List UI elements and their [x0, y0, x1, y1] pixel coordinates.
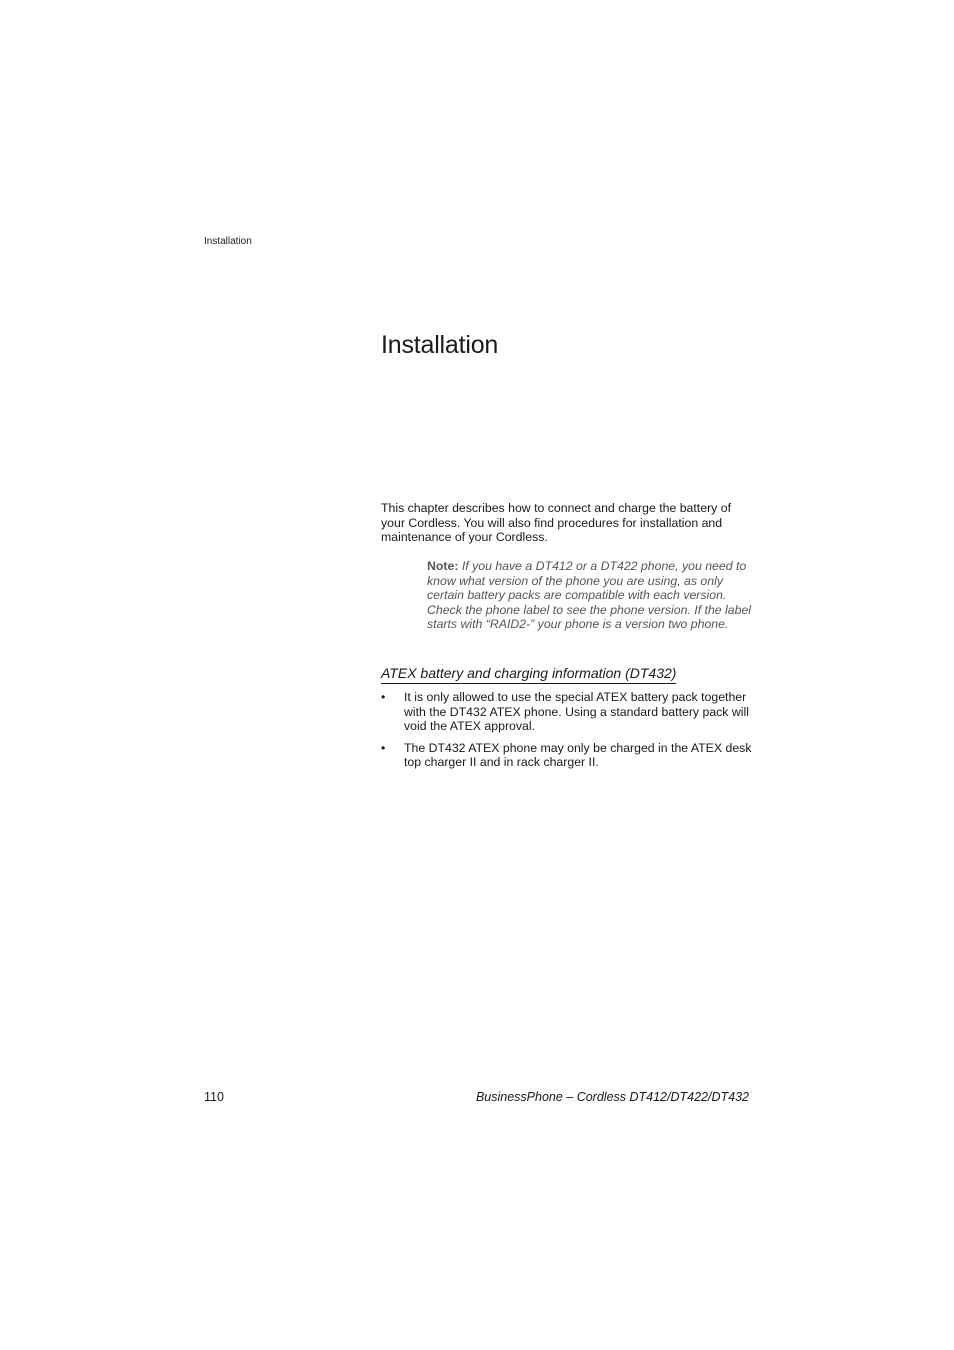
intro-paragraph: This chapter describes how to connect and charge the battery of your Cordless. You will also find procedures for installation and maintenance of your Cordless. — [381, 501, 731, 545]
note-block — [427, 559, 757, 632]
section-heading: ATEX battery and charging information (DT432) — [381, 665, 676, 684]
list-item-text: It is only allowed to use the special ATEX battery pack together with the DT432 ATEX phone. Using a standard battery pack will void the ATEX approval. — [404, 690, 749, 734]
list-item — [381, 741, 753, 770]
note-label: Note: — [427, 559, 459, 573]
note-text: If you have a DT412 or a DT422 phone, you need to know what version of the phone you are using, as only certain battery packs are compatible with each version. Check the phone label to see the phone version. If the label starts with “RAID2-” your phone is a version two phone. — [427, 559, 752, 632]
list-item-text: The DT432 ATEX phone may only be charged in the ATEX desk top charger II and in rack charger II. — [404, 740, 752, 770]
bullet-icon: • — [381, 740, 386, 755]
bullet-icon: • — [381, 690, 386, 704]
running-header: Installation — [204, 236, 252, 247]
page-number: 110 — [204, 1090, 224, 1104]
footer-document-title: BusinessPhone – Cordless DT412/DT422/DT432 — [475, 1090, 749, 1104]
list-item — [381, 690, 753, 734]
chapter-title: Installation — [381, 331, 499, 359]
bullet-list — [381, 690, 753, 777]
